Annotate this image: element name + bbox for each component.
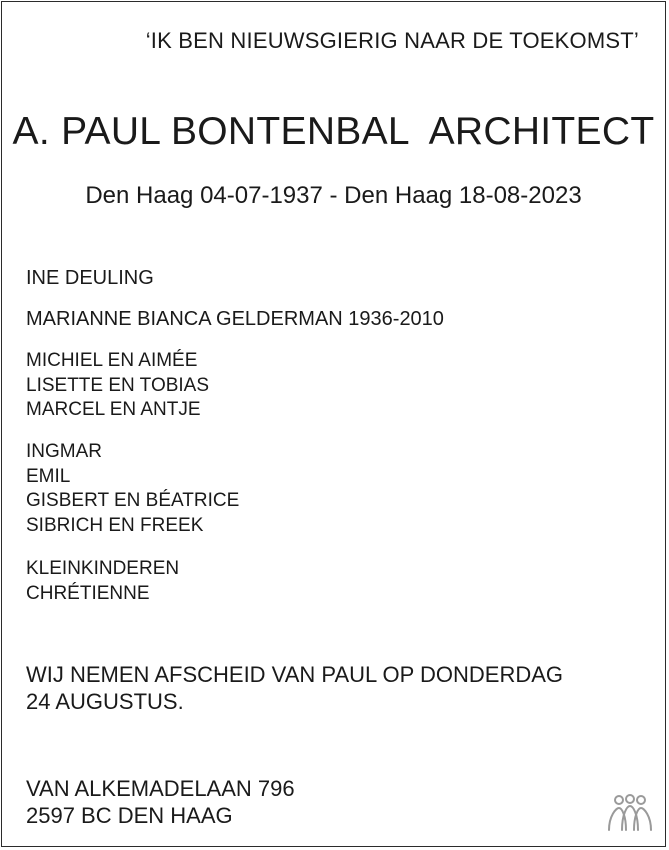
farewell-line: WIJ NEMEN AFSCHEID VAN PAUL OP DONDERDAG bbox=[26, 662, 564, 687]
second-family-group bbox=[26, 440, 239, 538]
grandchildren-group bbox=[26, 557, 179, 606]
late-partner-name: MARIANNE BIANCA GELDERMAN 1936-2010 bbox=[26, 308, 444, 330]
mourner-line: MICHIEL EN AIMÉE bbox=[26, 350, 198, 371]
mourner-line: CHRÉTIENNE bbox=[26, 582, 150, 604]
mourner-line: GISBERT EN BÉATRICE bbox=[26, 490, 240, 511]
address-city: 2597 BC DEN HAAG bbox=[26, 803, 233, 828]
mourner-line: SIBRICH EN FREEK bbox=[26, 514, 204, 536]
life-dates: Den Haag 04-07-1937 - Den Haag 18-08-2023 bbox=[85, 182, 582, 209]
farewell-line: 24 AUGUSTUS. bbox=[26, 689, 184, 714]
farewell-notice bbox=[26, 661, 563, 715]
mourner-line: MARCEL EN ANTJE bbox=[26, 399, 201, 420]
people-group-icon bbox=[605, 794, 655, 834]
partner-name: INE DEULING bbox=[26, 267, 154, 289]
address-street: VAN ALKEMADELAAN 796 bbox=[26, 776, 295, 801]
memorial-card bbox=[1, 1, 666, 847]
motto: ‘IK BEN NIEUWSGIERIG NAAR DE TOEKOMST’ bbox=[145, 28, 639, 53]
mourner-line: EMIL bbox=[26, 465, 71, 487]
deceased-name: A. PAUL BONTENBAL ARCHITECT bbox=[12, 110, 655, 153]
children-group bbox=[26, 349, 209, 423]
address bbox=[26, 775, 295, 829]
mourner-line: INGMAR bbox=[26, 441, 102, 462]
mourner-line: LISETTE EN TOBIAS bbox=[26, 374, 210, 396]
mourner-line: KLEINKINDEREN bbox=[26, 558, 180, 579]
